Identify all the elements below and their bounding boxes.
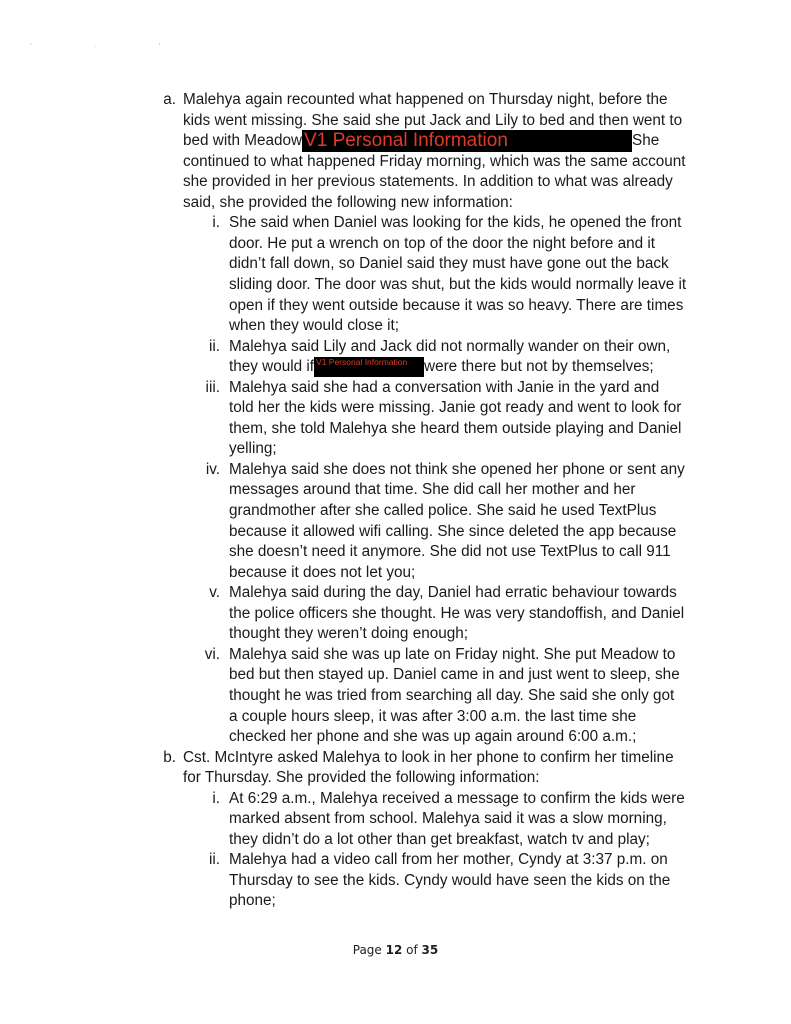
text-line <box>229 357 654 377</box>
text-line: open if they went outside because it was so heavy. There are times <box>229 296 684 314</box>
text-line: because it does not let you; <box>229 563 416 581</box>
text-line: At 6:29 a.m., Malehya received a message to confirm the kids were <box>229 789 685 807</box>
text-fragment: bed with Meadow <box>183 132 303 150</box>
sublist-marker: i. <box>212 789 220 807</box>
text-fragment: they would if <box>229 358 315 376</box>
footer-prefix: Page <box>352 943 386 957</box>
list-marker: a. <box>163 91 176 108</box>
text-line: phone; <box>229 892 276 910</box>
text-line: when they would close it; <box>229 317 400 335</box>
text-line: grandmother after she called police. She said he used TextPlus <box>229 502 657 519</box>
text-line: sliding door. The door was shut, but the kids would normally leave it <box>229 275 687 293</box>
text-line: them, she told Malehya she heard them outside playing and Daniel <box>229 419 682 437</box>
text-line: messages around that time. She did call her mother and her <box>229 481 636 499</box>
footer-page-total: 35 <box>421 943 439 957</box>
text-line: Malehya said Lily and Jack did not normally wander on their own, <box>229 337 671 355</box>
sublist-marker: i. <box>212 214 220 232</box>
text-line: she doesn’t need it anymore. She did not use TextPlus to call 911 <box>229 543 671 561</box>
sublist-marker: iii. <box>205 378 220 396</box>
sublist-marker: vi. <box>204 645 220 663</box>
text-line: Malehya said she had a conversation with Janie in the yard and <box>229 378 660 396</box>
footer-of: of <box>402 943 422 957</box>
text-line: said, she provided the following new information: <box>183 193 513 211</box>
text-line: didn’t fall down, so Daniel said they must have gone out the back <box>229 255 669 273</box>
redaction-block: V1 Personal Information <box>302 130 632 152</box>
sublist-marker: ii. <box>208 337 220 355</box>
text-line: marked absent from school. Malehya said it was a slow morning, <box>229 810 667 828</box>
text-line: Malehya had a video call from her mother, Cyndy at 3:37 p.m. on <box>229 851 668 869</box>
text-line: a couple hours sleep, it was after 3:00 a.m. the last time she <box>229 707 637 725</box>
text-line: checked her phone and she was up again around 6:00 a.m.; <box>229 728 637 746</box>
text-line: thought they weren’t doing enough; <box>229 625 468 643</box>
text-line: Malehya again recounted what happened on Thursday night, before the <box>183 91 668 108</box>
text-fragment: were there but not by themselves; <box>424 358 654 376</box>
sublist-marker: ii. <box>208 851 220 869</box>
text-line: she provided in her previous statements. In addition to what was already <box>183 173 673 191</box>
text-line: thought he was tried from searching all day. She said she only got <box>229 686 675 704</box>
text-line: Malehya said she does not think she opened her phone or sent any <box>229 460 685 478</box>
text-line: told her the kids were missing. Janie got ready and went to look for <box>229 399 682 417</box>
list-marker: b. <box>163 748 176 766</box>
text-line: the police officers she thought. He was very standoffish, and Daniel <box>229 604 685 622</box>
text-line: Malehya said she was up late on Friday night. She put Meadow to <box>229 645 676 663</box>
text-line: Thursday to see the kids. Cyndy would have seen the kids on the <box>229 871 671 889</box>
text-line <box>183 131 659 152</box>
page-footer <box>0 943 791 957</box>
text-line: She said when Daniel was looking for the kids, he opened the front <box>229 214 682 232</box>
sublist-marker: v. <box>209 584 220 602</box>
scan-specks: ' · ' <box>30 42 191 51</box>
text-line: they didn’t do a lot other than get breakfast, watch tv and play; <box>229 830 650 848</box>
sublist-marker: iv. <box>205 460 220 478</box>
text-line: Cst. McIntyre asked Malehya to look in her phone to confirm her timeline <box>183 748 674 766</box>
text-fragment: She <box>632 132 660 150</box>
text-line: Malehya said during the day, Daniel had erratic behaviour towards <box>229 584 677 602</box>
text-line: bed but then stayed up. Daniel came in and just went to sleep, she <box>229 666 680 684</box>
text-line: continued to what happened Friday morning, which was the same account <box>183 152 686 170</box>
redaction-block: V1 Personal Information <box>314 357 424 377</box>
footer-page-number: 12 <box>385 943 403 957</box>
text-line: door. He put a wrench on top of the door the night before and it <box>229 234 656 252</box>
text-line: because it allowed wifi calling. She since deleted the app because <box>229 522 677 540</box>
text-line: kids went missing. She said she put Jack and Lily to bed and then went to <box>183 111 683 129</box>
text-line: yelling; <box>229 440 277 458</box>
text-line: for Thursday. She provided the following information: <box>183 769 540 787</box>
